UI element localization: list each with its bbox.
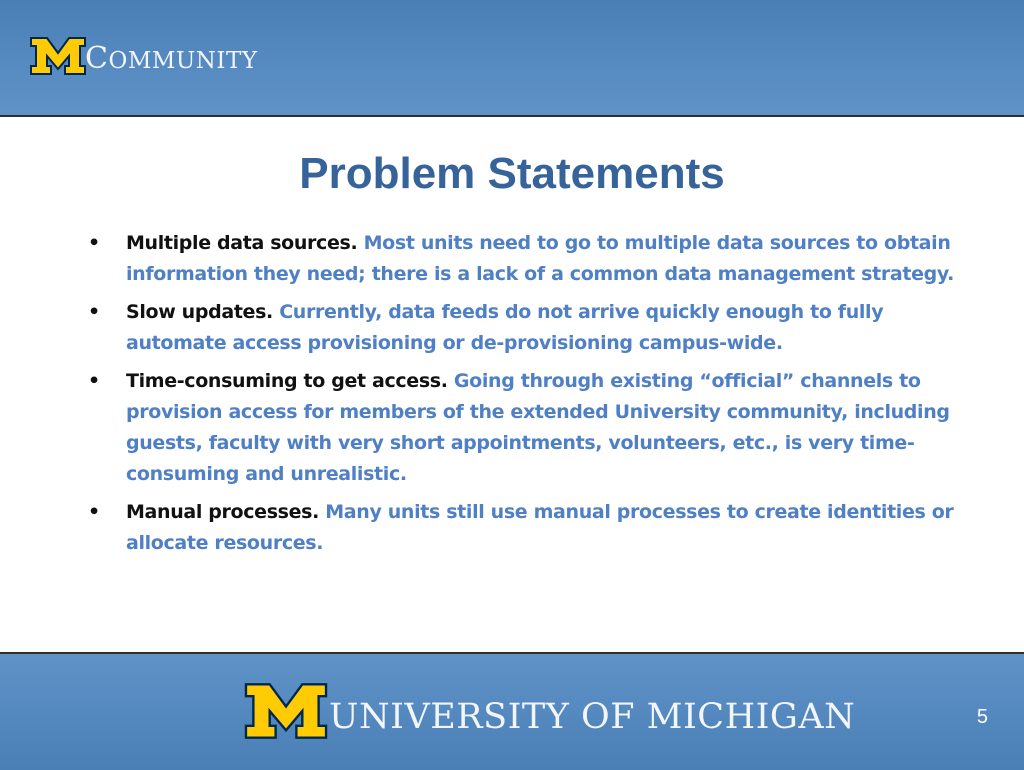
bullet-icon: • — [88, 501, 100, 523]
bullet-icon: • — [88, 370, 100, 392]
bullet-icon: • — [88, 301, 100, 323]
logo-wordmark-part-2: OF MICHIGAN — [569, 696, 856, 737]
logo-wordmark — [329, 696, 856, 737]
bullet-icon: • — [88, 232, 100, 254]
bullet-term: Slow updates. — [126, 301, 273, 323]
bullet-list — [88, 228, 958, 566]
bullet-description: Many units still use manual processes to create identities or allocate resources. — [126, 501, 954, 554]
header-bar — [0, 0, 1024, 117]
bullet-description: Most units need to go to multiple data sources to obtain information they need; there is a lack of a common data management strategy. — [126, 232, 955, 285]
bullet-description: Going through existing “official” channels to provision access for members of the extended University community, including guests, faculty with very short appointments, volunteers, etc., is very time-consuming and unrealistic. — [126, 370, 950, 485]
logo-wordmark: COMMUNITY — [85, 41, 258, 76]
bullet-term: Multiple data sources. — [126, 232, 358, 254]
bullet-item — [88, 366, 958, 490]
block-m-icon — [29, 36, 87, 76]
university-logo — [243, 680, 855, 742]
bullet-term: Time-consuming to get access. — [126, 370, 448, 392]
bullet-item — [88, 228, 958, 290]
slide-title: Problem Statements — [299, 149, 725, 198]
bullet-term: Manual processes. — [126, 501, 319, 523]
mcommunity-logo — [29, 36, 258, 76]
bullet-item — [88, 297, 958, 359]
page-number: 5 — [976, 706, 988, 728]
logo-wordmark-part-1: UNIVERSITY — [329, 696, 570, 737]
block-m-icon — [243, 680, 329, 742]
bullet-description: Currently, data feeds do not arrive quickly enough to fully automate access provisioning or de-provisioning campus-wide. — [126, 301, 884, 354]
bullet-item — [88, 497, 958, 559]
